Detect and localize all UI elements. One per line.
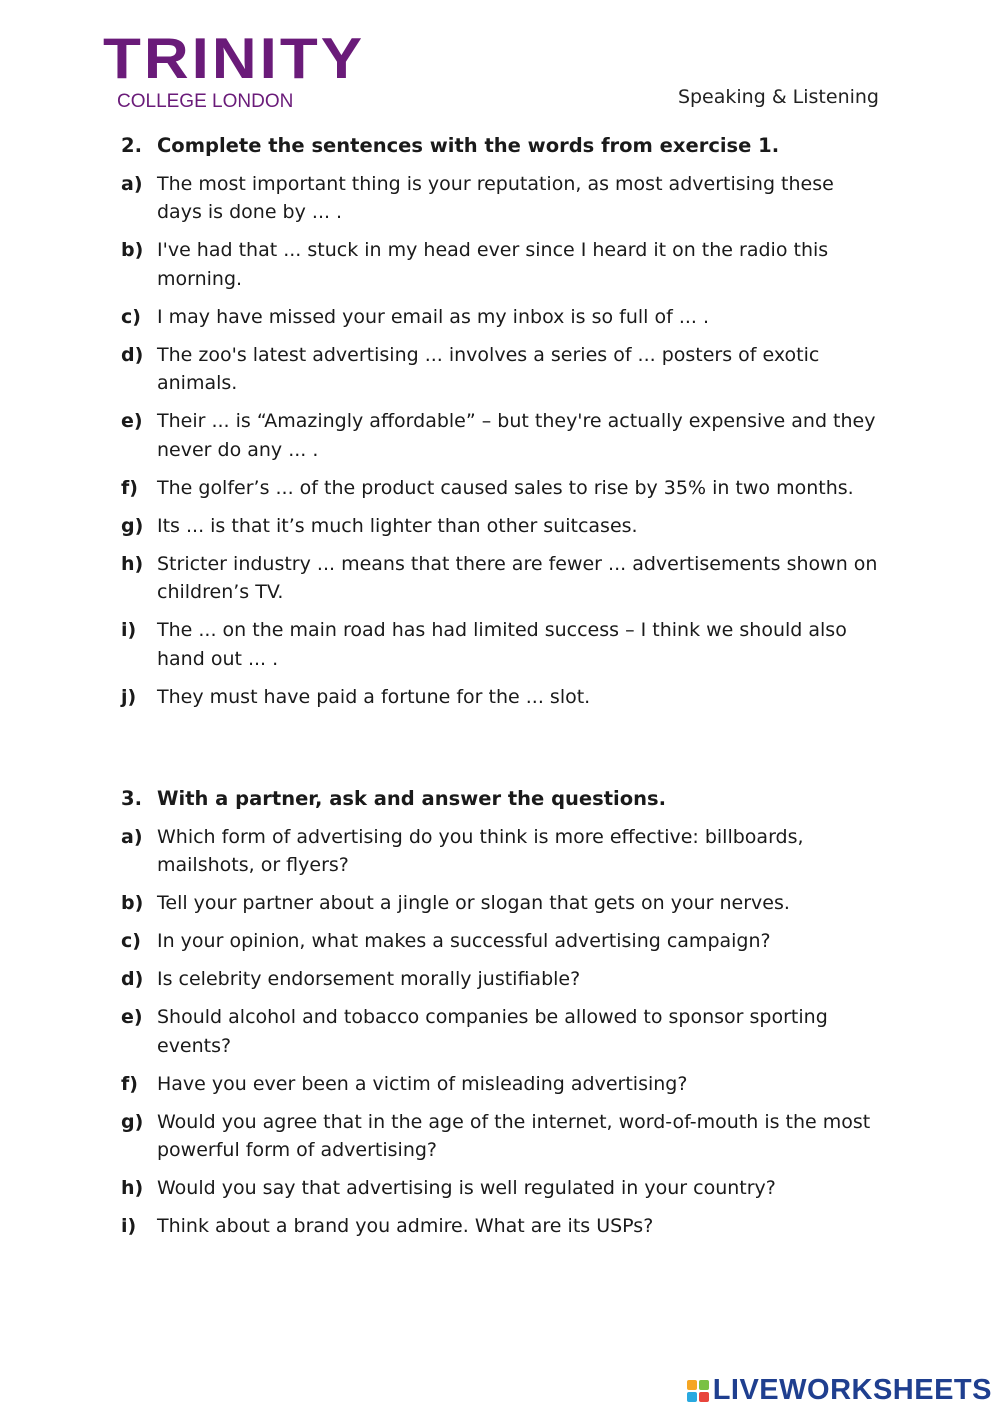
item-text: I've had that ... stuck in my head ever since I heard it on the radio this morning. bbox=[157, 239, 829, 290]
section2-item-f bbox=[121, 474, 881, 503]
section3-item-c bbox=[121, 927, 881, 956]
item-text: The golfer’s ... of the product caused sales to rise by 35% in two months. bbox=[157, 476, 854, 499]
item-letter: h) bbox=[121, 1177, 144, 1199]
item-text: Which form of advertising do you think is more effective: billboards, mailshots, or flyers? bbox=[157, 825, 804, 876]
item-letter: i) bbox=[121, 1215, 137, 1237]
section2-item-g bbox=[121, 512, 881, 541]
section2-item-h bbox=[121, 550, 881, 607]
exercise-3-title bbox=[121, 785, 881, 813]
item-letter: g) bbox=[121, 514, 144, 537]
item-text: Think about a brand you admire. What are its USPs? bbox=[157, 1215, 654, 1237]
item-text: Would you agree that in the age of the internet, word-of-mouth is the most powerful form of advertising? bbox=[157, 1110, 871, 1161]
item-letter: a) bbox=[121, 172, 143, 195]
item-letter: h) bbox=[121, 552, 144, 575]
item-text: In your opinion, what makes a successful advertising campaign? bbox=[157, 930, 771, 952]
exercise-3-instruction: With a partner, ask and answer the questions. bbox=[157, 787, 667, 810]
liveworksheets-brand bbox=[687, 1374, 992, 1407]
exercise-2-list bbox=[121, 170, 881, 712]
exercise-3-number: 3. bbox=[121, 787, 142, 810]
section3-item-a bbox=[121, 823, 881, 880]
exercise-2-instruction: Complete the sentences with the words from exercise 1. bbox=[157, 134, 780, 157]
item-text: Tell your partner about a jingle or slogan that gets on your nerves. bbox=[157, 892, 790, 914]
exercise-2 bbox=[121, 132, 881, 711]
exercise-2-title bbox=[121, 132, 881, 160]
item-letter: i) bbox=[121, 619, 137, 641]
section2-item-a bbox=[121, 170, 881, 227]
item-letter: c) bbox=[121, 305, 141, 328]
item-text: Have you ever been a victim of misleading advertising? bbox=[157, 1072, 688, 1095]
subject-label: Speaking & Listening bbox=[677, 86, 879, 108]
item-letter: f) bbox=[121, 1072, 138, 1095]
section2-item-j bbox=[121, 683, 881, 712]
item-letter: d) bbox=[121, 343, 144, 366]
item-text: The ... on the main road has had limited success – I think we should also hand out ... . bbox=[157, 619, 847, 670]
exercise-2-number: 2. bbox=[121, 134, 142, 157]
section2-item-i bbox=[121, 616, 881, 673]
item-letter: e) bbox=[121, 1006, 143, 1028]
item-text: Would you say that advertising is well regulated in your country? bbox=[157, 1177, 776, 1199]
item-text: They must have paid a fortune for the ... slot. bbox=[157, 685, 591, 708]
section3-item-i bbox=[121, 1212, 881, 1241]
item-text: Should alcohol and tobacco companies be allowed to sponsor sporting events? bbox=[157, 1006, 828, 1057]
exercise-3-list bbox=[121, 823, 881, 1241]
section2-item-c bbox=[121, 303, 881, 332]
item-letter: b) bbox=[121, 892, 144, 914]
item-letter: j) bbox=[121, 685, 137, 708]
logo-sub-text: COLLEGE LONDON bbox=[117, 91, 294, 112]
exercise-3 bbox=[121, 785, 881, 1241]
item-text: The zoo's latest advertising ... involves a series of ... posters of exotic animals. bbox=[157, 343, 820, 394]
section2-item-e bbox=[121, 407, 881, 464]
section3-item-d bbox=[121, 965, 881, 994]
item-letter: f) bbox=[121, 476, 138, 499]
section3-item-f bbox=[121, 1070, 881, 1099]
item-letter: e) bbox=[121, 410, 143, 432]
item-letter: c) bbox=[121, 930, 141, 952]
section3-item-h bbox=[121, 1174, 881, 1203]
liveworksheets-logo-icon bbox=[687, 1380, 709, 1402]
section3-item-g bbox=[121, 1108, 881, 1165]
item-text: Its ... is that it’s much lighter than other suitcases. bbox=[157, 514, 638, 537]
section3-item-e bbox=[121, 1003, 881, 1060]
item-text: Their ... is “Amazingly affordable” – but they're actually expensive and they never do any ... . bbox=[157, 410, 876, 461]
item-text: I may have missed your email as my inbox is so full of ... . bbox=[157, 305, 710, 328]
logo-main-text: TRINITY bbox=[103, 27, 366, 92]
item-text: Stricter industry ... means that there are fewer ... advertisements shown on children’s TV. bbox=[157, 552, 878, 603]
liveworksheets-wordmark: LIVEWORKSHEETS bbox=[712, 1374, 992, 1406]
section3-item-b bbox=[121, 889, 881, 918]
item-letter: g) bbox=[121, 1110, 144, 1133]
item-text: The most important thing is your reputation, as most advertising these days is done by ... . bbox=[157, 172, 834, 223]
item-letter: d) bbox=[121, 968, 144, 990]
item-text: Is celebrity endorsement morally justifiable? bbox=[157, 968, 581, 990]
section2-item-d bbox=[121, 341, 881, 398]
section2-item-b bbox=[121, 236, 881, 293]
item-letter: b) bbox=[121, 239, 144, 261]
item-letter: a) bbox=[121, 825, 143, 848]
trinity-logo bbox=[103, 27, 366, 112]
